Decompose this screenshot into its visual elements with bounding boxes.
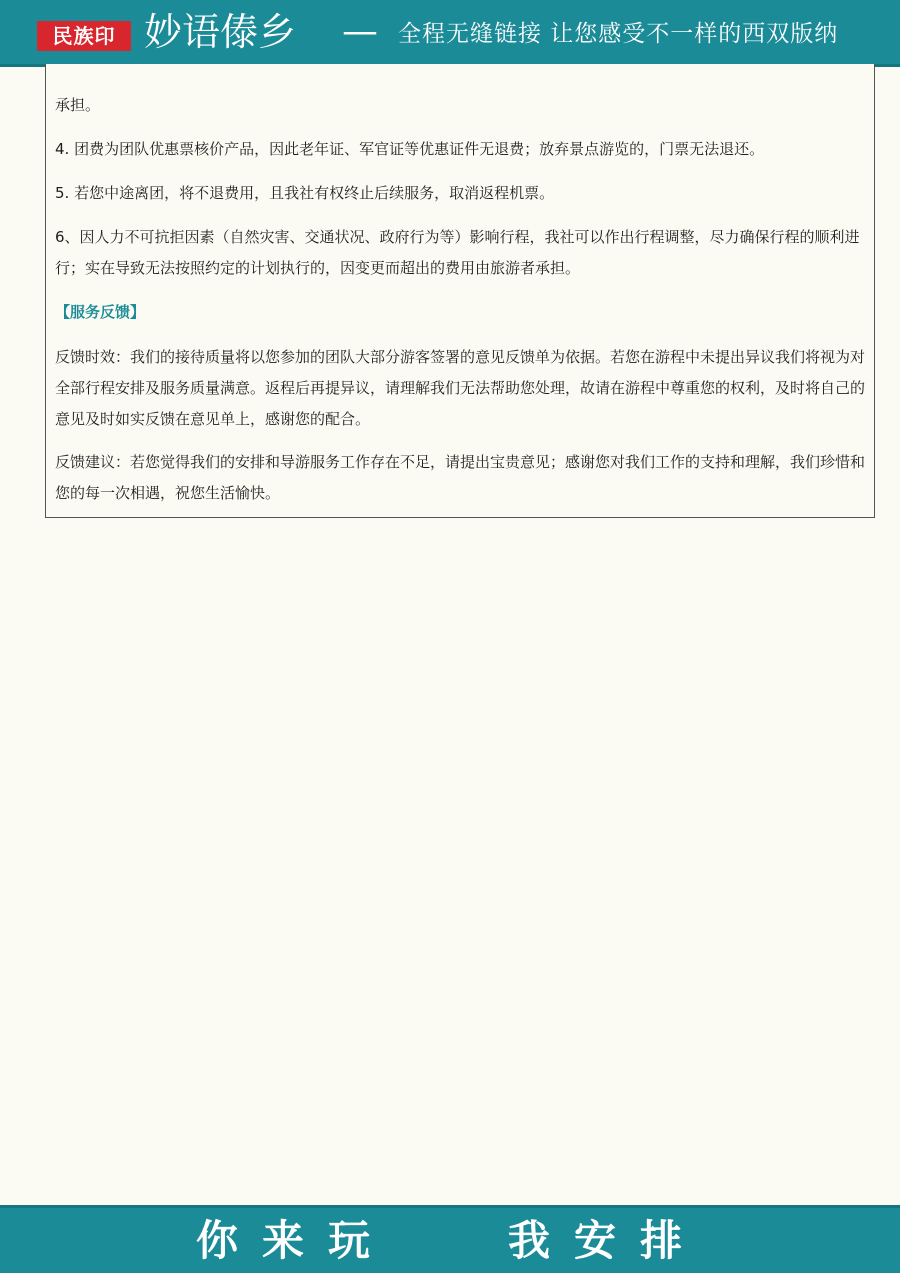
paragraph-item-6: 6、因人力不可抗拒因素（自然灾害、交通状况、政府行为等）影响行程，我社可以作出行程调整，尽力确保行程的顺利进行；实在导致无法按照约定的计划执行的，因变更而超出的费用由旅游者承担。 [55,228,860,277]
footer-banner [0,1208,900,1273]
section-title-feedback: 【服务反馈】 [55,303,146,321]
brand-badge: 民族印 [37,21,131,51]
paragraph-feedback-timeliness: 反馈时效：我们的接待质量将以您参加的团队大部分游客签署的意见反馈单为依据。若您在游程中未提出异议我们将视为对全部行程安排及服务质量满意。返程后再提异议，请理解我们无法帮助您处理，故请在游程中尊重您的权利，及时将自己的意见及时如实反馈在意见单上，感谢您的配合。 [55,348,866,428]
footer-slogan-left: 你来玩 [196,1216,395,1265]
paragraph-item-4: 4. 团费为团队优惠票核价产品，因此老年证、军官证等优惠证件无退费；放弃景点游览的，门票无法退还。 [55,140,765,158]
content-panel [45,64,875,518]
title-dash: — [342,11,378,52]
footer-slogan-right: 我安排 [508,1216,707,1265]
paragraph-feedback-suggestion: 反馈建议：若您觉得我们的安排和导游服务工作存在不足，请提出宝贵意见；感谢您对我们工作的支持和理解，我们珍惜和您的每一次相遇，祝您生活愉快。 [55,453,866,502]
page-title: 妙语傣乡 [144,10,297,54]
paragraph-item-5: 5. 若您中途离团，将不退费用，且我社有权终止后续服务，取消返程机票。 [55,184,555,202]
paragraph-continuation: 承担。 [55,96,101,114]
page-subtitle: 全程无缝链接 让您感受不一样的西双版纳 [398,21,839,47]
